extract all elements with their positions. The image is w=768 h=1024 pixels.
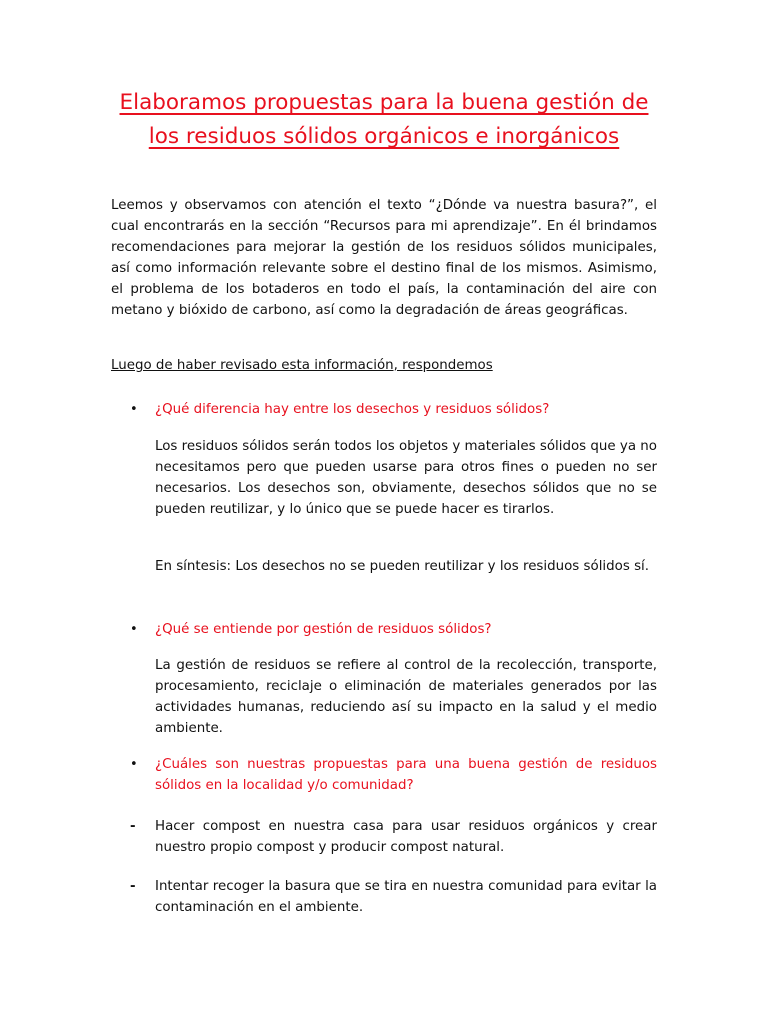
answer-2-paragraph-1: La gestión de residuos se refiere al control de la recolección, transporte, procesamiento, reciclaje o eliminación de materiales generados por las actividades humanas, reduciendo así su impacto en la salud y el medio ambiente. xyxy=(155,658,657,736)
bullet-icon: • xyxy=(130,402,138,417)
proposal-1: Hacer compost en nuestra casa para usar residuos orgánicos y crear nuestro propio compost y producir compost natural. xyxy=(155,819,657,855)
answer-1-paragraph-2: En síntesis: Los desechos no se pueden reutilizar y los residuos sólidos sí. xyxy=(155,559,650,574)
title-line-1: Elaboramos propuestas para la buena gestión de xyxy=(119,90,649,115)
title-line-2: los residuos sólidos orgánicos e inorgánicos xyxy=(148,124,620,149)
proposal-2: Intentar recoger la basura que se tira en nuestra comunidad para evitar la contaminación en el ambiente. xyxy=(155,879,657,915)
bullet-icon: • xyxy=(130,622,138,637)
document-title xyxy=(70,86,698,154)
answer-1-paragraph-1: Los residuos sólidos serán todos los objetos y materiales sólidos que ya no necesitamos pero que pueden usarse para otros fines o pueden no ser necesarios. Los desechos son, obviamente, desechos sólidos que no se pueden reutilizar, y lo único que se puede hacer es tirarlos. xyxy=(155,439,657,517)
lead-sentence: Luego de haber revisado esta información, respondemos xyxy=(111,358,493,373)
dash-marker: - xyxy=(130,879,136,894)
question-3: ¿Cuáles son nuestras propuestas para una buena gestión de residuos sólidos en la localidad y/o comunidad? xyxy=(155,757,657,793)
dash-marker: - xyxy=(130,819,136,834)
question-1: ¿Qué diferencia hay entre los desechos y residuos sólidos? xyxy=(155,402,550,417)
question-2: ¿Qué se entiende por gestión de residuos sólidos? xyxy=(155,622,492,637)
intro-paragraph: Leemos y observamos con atención el texto “¿Dónde va nuestra basura?”, el cual encontrarás en la sección “Recursos para mi aprendizaje”. En él brindamos recomendaciones para mejorar la gestión de los residuos sólidos municipales, así como información relevante sobre el destino final de los mismos. Asimismo, el problema de los botaderos en todo el país, la contaminación del aire con metano y bióxido de carbono, así como la degradación de áreas geográficas. xyxy=(111,198,657,318)
bullet-icon: • xyxy=(130,757,138,772)
